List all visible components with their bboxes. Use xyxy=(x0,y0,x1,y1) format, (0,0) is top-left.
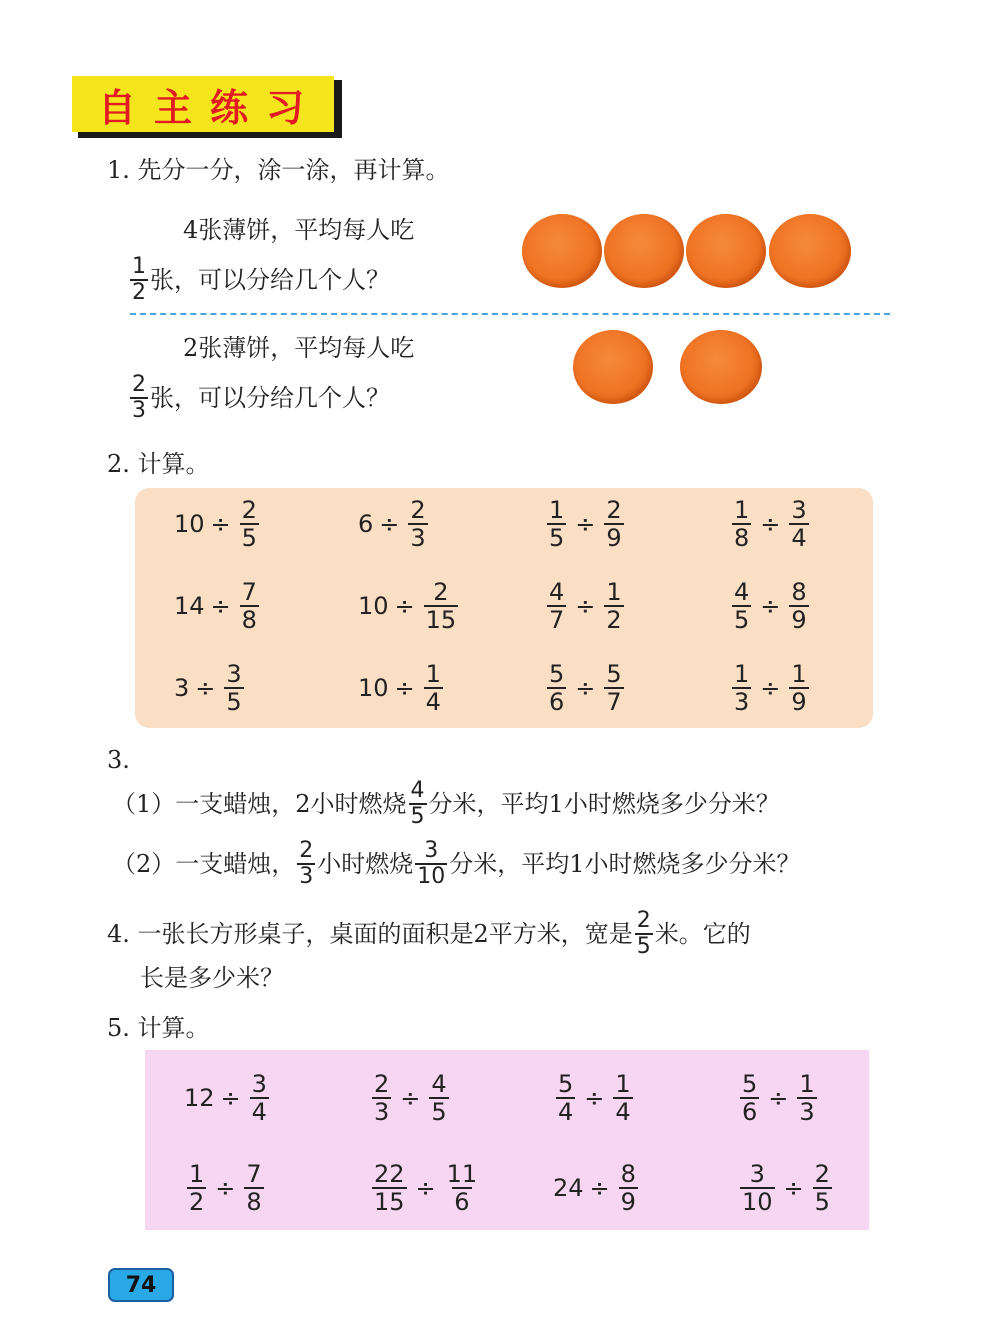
fraction: $\frac{7}{8}$ xyxy=(241,578,257,634)
fraction: $\frac{3}{4}$ xyxy=(791,496,807,552)
number: 12 xyxy=(184,1084,215,1112)
divide-sign: ÷ xyxy=(220,1084,241,1112)
q3-part2-text-c: 分米，平均1小时燃烧多少分米？ xyxy=(449,850,801,878)
divide-sign: ÷ xyxy=(210,592,231,620)
division-expression xyxy=(174,498,262,550)
q2-title: 2. 计算。 xyxy=(107,450,210,478)
division-expression xyxy=(184,1072,272,1124)
fraction: $\frac{2}{5}$ xyxy=(814,1160,830,1216)
q4-text-b: 米。它的 xyxy=(654,920,751,948)
q3-part1-text-a: （1）一支蜡烛，2小时燃烧 xyxy=(112,790,407,818)
fraction: $\frac{2}{5}$ xyxy=(241,496,257,552)
divide-sign: ÷ xyxy=(210,510,231,538)
pancake xyxy=(604,214,684,288)
fraction: $\frac{1}{5}$ xyxy=(549,496,565,552)
divide-sign: ÷ xyxy=(589,1174,610,1202)
q4-line1 xyxy=(107,910,751,958)
division-expression xyxy=(729,498,812,550)
q3-part2-fraction2: $\frac{3}{10}$ xyxy=(417,838,446,889)
fraction: $\frac{4}{5}$ xyxy=(431,1070,447,1126)
divide-sign: ÷ xyxy=(575,592,596,620)
number: 14 xyxy=(174,592,205,620)
divide-sign: ÷ xyxy=(760,592,781,620)
q4-fraction: $\frac{2}{5}$ xyxy=(636,908,651,959)
division-expression xyxy=(737,1162,835,1214)
fraction: $\frac{8}{9}$ xyxy=(620,1160,636,1216)
fraction: $\frac{4}{5}$ xyxy=(734,578,750,634)
q3-part2-text-b: 小时燃烧 xyxy=(317,850,414,878)
fraction: $\frac{3}{4}$ xyxy=(251,1070,267,1126)
q1b-line2 xyxy=(128,374,390,422)
q1a-line1: 4张薄饼，平均每人吃 xyxy=(183,216,415,244)
q4-line2: 长是多少米？ xyxy=(140,964,284,992)
divide-sign: ÷ xyxy=(215,1174,236,1202)
divide-sign: ÷ xyxy=(768,1084,789,1112)
q1-title: 1. 先分一分，涂一涂，再计算。 xyxy=(107,156,450,184)
fraction: $\frac{2}{3}$ xyxy=(410,496,426,552)
division-expression xyxy=(358,498,431,550)
division-expression xyxy=(184,1162,267,1214)
pancake xyxy=(686,214,766,288)
pancake xyxy=(573,330,653,404)
q3-title: 3. xyxy=(107,746,130,774)
divide-sign: ÷ xyxy=(760,674,781,702)
division-expression xyxy=(174,662,247,714)
q3-part1 xyxy=(112,780,780,828)
fraction: $\frac{3}{10}$ xyxy=(742,1160,773,1216)
division-expression xyxy=(729,662,812,714)
section-title: 自主练习 xyxy=(97,85,322,130)
divide-sign: ÷ xyxy=(394,592,415,620)
fraction: $\frac{1}{8}$ xyxy=(734,496,750,552)
fraction: $\frac{1}{4}$ xyxy=(615,1070,631,1126)
division-expression xyxy=(544,662,627,714)
number: 6 xyxy=(358,510,374,538)
number: 10 xyxy=(358,592,389,620)
division-expression xyxy=(553,1162,641,1214)
divide-sign: ÷ xyxy=(195,674,216,702)
divide-sign: ÷ xyxy=(575,674,596,702)
header-badge xyxy=(72,76,334,132)
q3-part2 xyxy=(112,840,801,888)
fraction: $\frac{22}{15}$ xyxy=(374,1160,405,1216)
dashed-divider xyxy=(130,313,890,315)
division-expression xyxy=(544,580,627,632)
fraction: $\frac{1}{3}$ xyxy=(799,1070,815,1126)
fraction: $\frac{3}{5}$ xyxy=(226,660,242,716)
page-number: 74 xyxy=(108,1268,174,1302)
fraction: $\frac{11}{6}$ xyxy=(446,1160,478,1216)
pancake xyxy=(522,214,602,288)
fraction: $\frac{1}{3}$ xyxy=(734,660,750,716)
division-expression xyxy=(729,580,812,632)
q3-part1-fraction: $\frac{4}{5}$ xyxy=(410,778,425,829)
divide-sign: ÷ xyxy=(760,510,781,538)
divide-sign: ÷ xyxy=(415,1174,436,1202)
q1b-fraction: $\frac{2}{3}$ xyxy=(132,372,146,423)
q1a-fraction: $\frac{1}{2}$ xyxy=(132,254,146,305)
number: 10 xyxy=(174,510,205,538)
fraction: $\frac{2}{9}$ xyxy=(606,496,622,552)
q1a-line2-text: 张，可以分给几个人？ xyxy=(150,266,390,294)
fraction: $\frac{1}{4}$ xyxy=(425,660,441,716)
fraction: $\frac{8}{9}$ xyxy=(791,578,807,634)
q1a-line2 xyxy=(128,256,390,304)
divide-sign: ÷ xyxy=(379,510,400,538)
divide-sign: ÷ xyxy=(584,1084,605,1112)
q1b-line2-text: 张，可以分给几个人？ xyxy=(150,384,390,412)
division-expression xyxy=(358,662,446,714)
divide-sign: ÷ xyxy=(783,1174,804,1202)
divide-sign: ÷ xyxy=(400,1084,421,1112)
fraction: $\frac{5}{7}$ xyxy=(606,660,622,716)
q3-part2-text-a: （2）一支蜡烛， xyxy=(112,850,296,878)
fraction: $\frac{4}{7}$ xyxy=(549,578,565,634)
division-expression xyxy=(553,1072,636,1124)
q5-title: 5. 计算。 xyxy=(107,1014,210,1042)
division-expression xyxy=(369,1162,482,1214)
fraction: $\frac{2}{15}$ xyxy=(425,578,457,634)
division-expression xyxy=(174,580,262,632)
q3-part2-fraction1: $\frac{2}{3}$ xyxy=(299,838,314,889)
fraction: $\frac{1}{2}$ xyxy=(606,578,622,634)
division-expression xyxy=(544,498,627,550)
pancake xyxy=(680,330,762,404)
number: 24 xyxy=(553,1174,584,1202)
fraction: $\frac{5}{6}$ xyxy=(742,1070,758,1126)
fraction: $\frac{5}{6}$ xyxy=(549,660,565,716)
division-expression xyxy=(369,1072,452,1124)
number: 3 xyxy=(174,674,190,702)
fraction: $\frac{7}{8}$ xyxy=(246,1160,262,1216)
fraction: $\frac{1}{2}$ xyxy=(189,1160,205,1216)
q1b-line1: 2张薄饼，平均每人吃 xyxy=(183,334,415,362)
fraction: $\frac{5}{4}$ xyxy=(558,1070,574,1126)
divide-sign: ÷ xyxy=(575,510,596,538)
q4-text-a: 4. 一张长方形桌子，桌面的面积是2平方米，宽是 xyxy=(107,920,633,948)
division-expression xyxy=(358,580,461,632)
divide-sign: ÷ xyxy=(394,674,415,702)
q3-part1-text-b: 分米，平均1小时燃烧多少分米？ xyxy=(428,790,780,818)
fraction: $\frac{2}{3}$ xyxy=(374,1070,390,1126)
fraction: $\frac{1}{9}$ xyxy=(791,660,807,716)
pancake xyxy=(769,214,851,288)
number: 10 xyxy=(358,674,389,702)
division-expression xyxy=(737,1072,820,1124)
